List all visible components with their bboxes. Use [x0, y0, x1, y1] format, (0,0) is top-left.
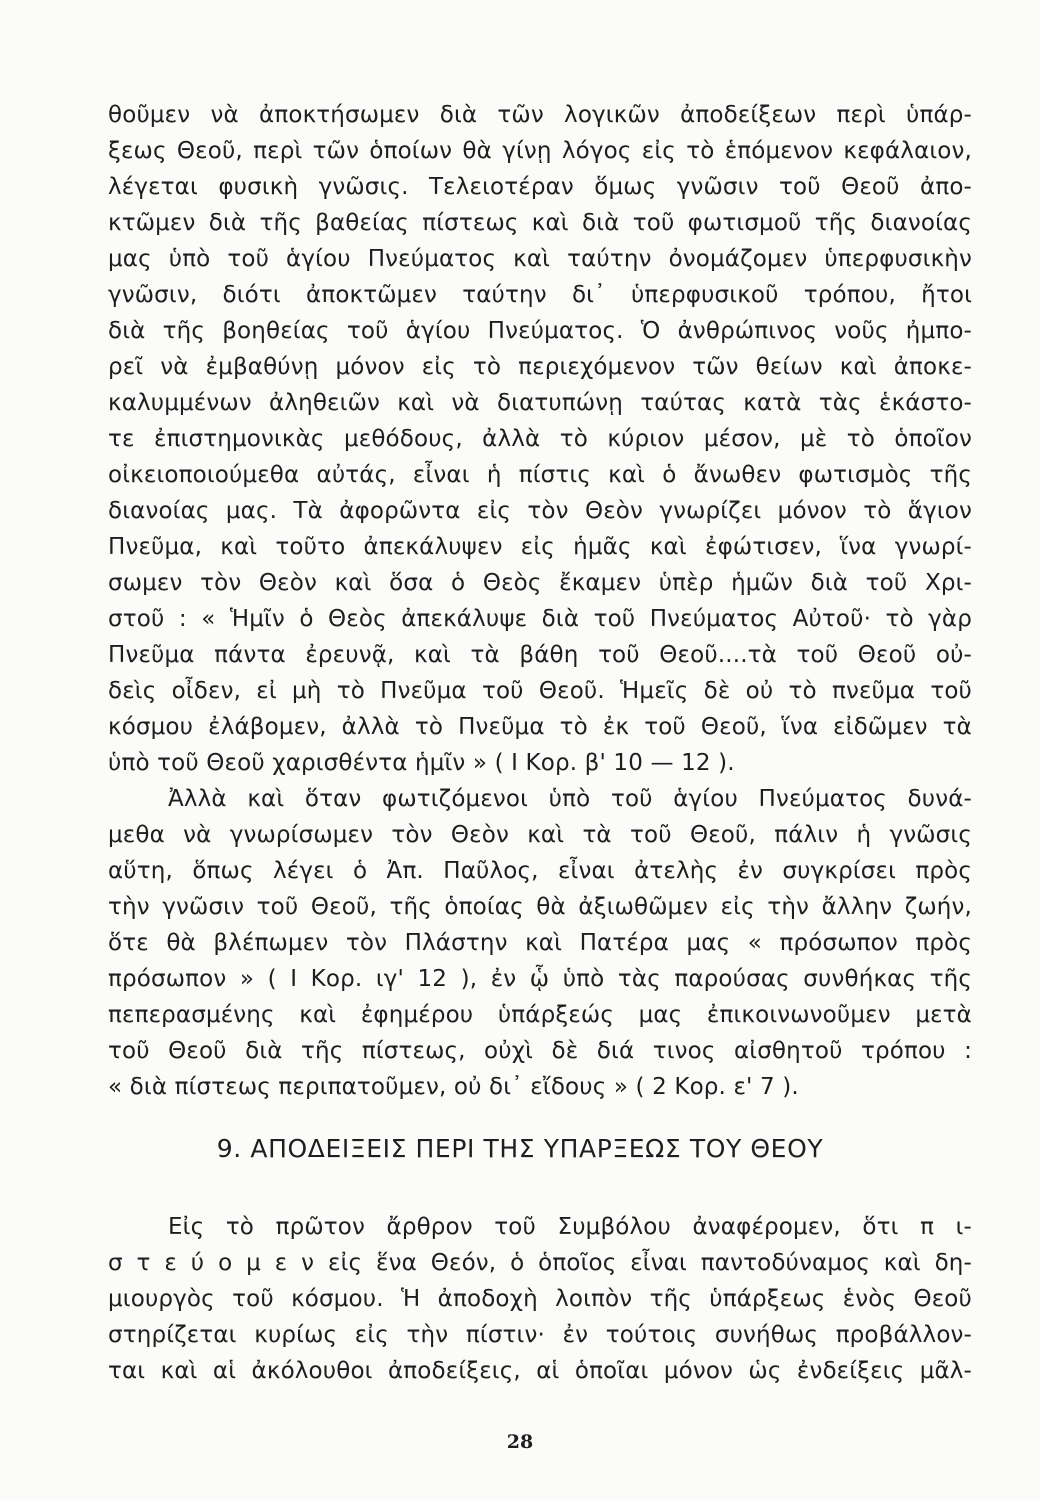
text-line: κτῶμεν διὰ τῆς βαθείας πίστεως καὶ διὰ τοῦ φωτισμοῦ τῆς διανοίας [108, 210, 972, 236]
text-line: τοῦ Θεοῦ διὰ τῆς πίστεως, οὐχὶ δὲ διά τινος αἰσθητοῦ τρόπου : [108, 1038, 972, 1064]
text-line: μεθα νὰ γνωρίσωμεν τὸν Θεὸν καὶ τὰ τοῦ Θεοῦ, πάλιν ἡ γνῶσις [108, 822, 972, 848]
text-line: ὅτε θὰ βλέπωμεν τὸν Πλάστην καὶ Πατέρα μας « πρόσωπον πρὸς [108, 930, 972, 956]
text-line: σ τ ε ύ ο μ ε ν εἰς ἕνα Θεόν, ὁ ὁποῖος εἶναι παντοδύναμος καὶ δη- [108, 1250, 972, 1276]
section-heading: 9. ΑΠΟΔΕΙΞΕΙΣ ΠΕΡΙ ΤΗΣ ΥΠΑΡΞΕΩΣ ΤΟΥ ΘΕΟΥ [216, 1134, 824, 1163]
text-line: κόσμου ἐλάβομεν, ἀλλὰ τὸ Πνεῦμα τὸ ἐκ τοῦ Θεοῦ, ἵνα εἰδῶμεν τὰ [108, 714, 972, 740]
text-line: αὕτη, ὅπως λέγει ὁ Ἀπ. Παῦλος, εἶναι ἀτελὴς ἐν συγκρίσει πρὸς [108, 858, 972, 884]
text-line: ξεως Θεοῦ, περὶ τῶν ὁποίων θὰ γίνῃ λόγος εἰς τὸ ἑπόμενον κεφάλαιον, [108, 138, 972, 164]
text-line: πεπερασμένης καὶ ἐφημέρου ὑπάρξεώς μας ἐπικοινωνοῦμεν μετὰ [108, 1002, 972, 1028]
page-number: 28 [506, 1431, 534, 1453]
text-line: καλυμμένων ἀληθειῶν καὶ νὰ διατυπώνῃ ταύτας κατὰ τὰς ἑκάστο- [108, 390, 972, 416]
text-line: λέγεται φυσικὴ γνῶσις. Τελειοτέραν ὅμως γνῶσιν τοῦ Θεοῦ ἀπο- [108, 174, 972, 200]
text-line: οἰκειοποιούμεθα αὐτάς, εἶναι ἡ πίστις καὶ ὁ ἄνωθεν φωτισμὸς τῆς [108, 462, 972, 488]
text-line: γνῶσιν, διότι ἀποκτῶμεν ταύτην δι᾽ ὑπερφυσικοῦ τρόπου, ἤτοι [108, 282, 972, 308]
text-line: πρόσωπον » ( Ι Κορ. ιγ' 12 ), ἐν ᾧ ὑπὸ τὰς παρούσας συνθήκας τῆς [108, 966, 972, 992]
text-line: Πνεῦμα πάντα ἐρευνᾷ, καὶ τὰ βάθη τοῦ Θεοῦ....τὰ τοῦ Θεοῦ οὐ- [108, 642, 972, 668]
text-line: ρεῖ νὰ ἐμβαθύνῃ μόνον εἰς τὸ περιεχόμενον τῶν θείων καὶ ἀποκε- [108, 354, 972, 380]
text-line: ὑπὸ τοῦ Θεοῦ χαρισθέντα ἡμῖν » ( Ι Κορ. β' 10 — 12 ). [108, 750, 735, 776]
text-line: Εἰς τὸ πρῶτον ἄρθρον τοῦ Συμβόλου ἀναφέρομεν, ὅτι π ι- [168, 1214, 972, 1240]
text-line: Πνεῦμα, καὶ τοῦτο ἀπεκάλυψεν εἰς ἡμᾶς καὶ ἐφώτισεν, ἵνα γνωρί- [108, 534, 972, 560]
text-line: Ἀλλὰ καὶ ὅταν φωτιζόμενοι ὑπὸ τοῦ ἁγίου Πνεύματος δυνά- [168, 786, 972, 812]
text-line: τε ἐπιστημονικὰς μεθόδους, ἀλλὰ τὸ κύριον μέσον, μὲ τὸ ὁποῖον [108, 426, 972, 452]
text-line: ται καὶ αἱ ἀκόλουθοι ἀποδείξεις, αἱ ὁποῖαι μόνον ὡς ἐνδείξεις μᾶλ- [108, 1358, 972, 1384]
text-line: σωμεν τὸν Θεὸν καὶ ὅσα ὁ Θεὸς ἔκαμεν ὑπὲρ ἡμῶν διὰ τοῦ Χρι- [108, 570, 972, 596]
text-line: δεὶς οἶδεν, εἰ μὴ τὸ Πνεῦμα τοῦ Θεοῦ. Ἡμεῖς δὲ οὐ τὸ πνεῦμα τοῦ [108, 678, 972, 704]
text-line: μιουργὸς τοῦ κόσμου. Ἡ ἀποδοχὴ λοιπὸν τῆς ὑπάρξεως ἑνὸς Θεοῦ [108, 1286, 972, 1312]
text-line: θοῦμεν νὰ ἀποκτήσωμεν διὰ τῶν λογικῶν ἀποδείξεων περὶ ὑπάρ- [108, 102, 972, 128]
text-line: « διὰ πίστεως περιπατοῦμεν, οὐ δι᾽ εἴδους » ( 2 Κορ. ε' 7 ). [108, 1074, 799, 1100]
text-line: διὰ τῆς βοηθείας τοῦ ἁγίου Πνεύματος. Ὁ ἀνθρώπινος νοῦς ἠμπο- [108, 318, 972, 344]
text-line: μας ὑπὸ τοῦ ἁγίου Πνεύματος καὶ ταύτην ὀνομάζομεν ὑπερφυσικὴν [108, 246, 972, 272]
text-line: στηρίζεται κυρίως εἰς τὴν πίστιν· ἐν τούτοις συνήθως προβάλλον- [108, 1322, 972, 1348]
text-line: τὴν γνῶσιν τοῦ Θεοῦ, τῆς ὁποίας θὰ ἀξιωθῶμεν εἰς τὴν ἄλλην ζωήν, [108, 894, 972, 920]
text-line: στοῦ : « Ἡμῖν ὁ Θεὸς ἀπεκάλυψε διὰ τοῦ Πνεύματος Αὐτοῦ· τὸ γὰρ [108, 606, 972, 632]
text-line: διανοίας μας. Τὰ ἀφορῶντα εἰς τὸν Θεὸν γνωρίζει μόνον τὸ ἅγιον [108, 498, 972, 524]
